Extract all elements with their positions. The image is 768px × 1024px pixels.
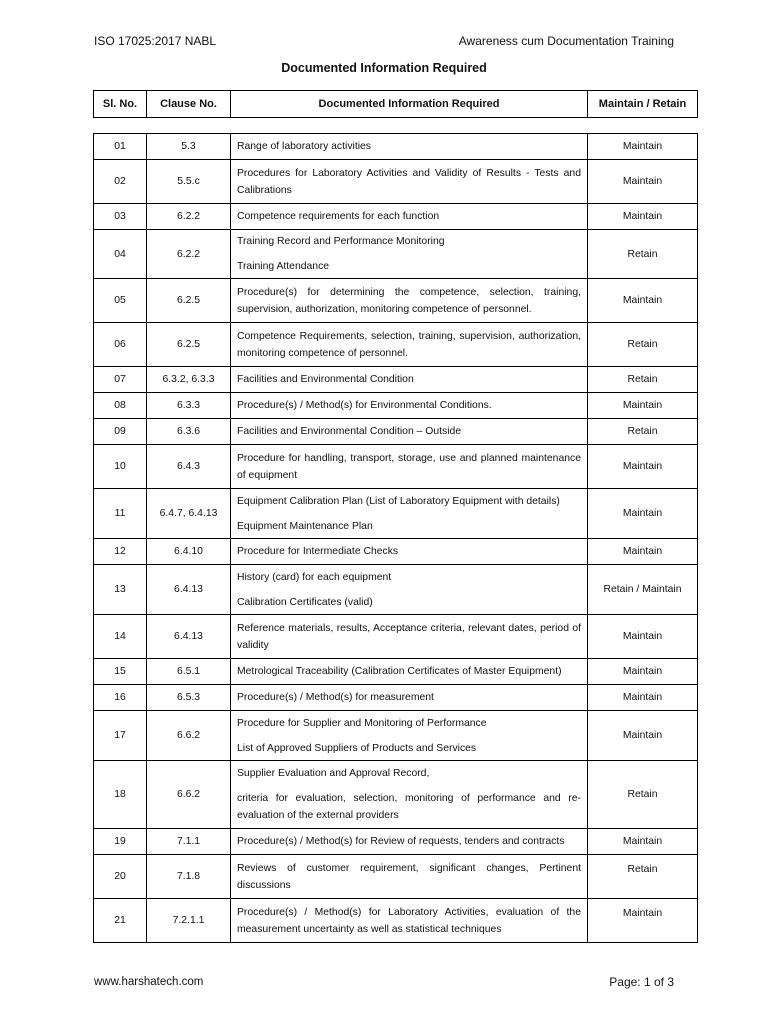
cell-clause-no: 6.6.2 bbox=[147, 711, 231, 761]
cell-maintain-retain: Maintain bbox=[588, 393, 698, 419]
cell-clause-no: 6.2.5 bbox=[147, 323, 231, 367]
cell-clause-no: 6.2.2 bbox=[147, 230, 231, 279]
cell-maintain-retain: Retain bbox=[588, 367, 698, 393]
document-line: Equipment Calibration Plan (List of Laboratory Equipment with details) bbox=[237, 495, 560, 507]
table-row bbox=[94, 393, 698, 419]
cell-documented-information bbox=[231, 711, 588, 761]
cell-clause-no: 6.4.3 bbox=[147, 445, 231, 489]
document-line: Procedure for Intermediate Checks bbox=[237, 546, 399, 557]
document-line: Competence requirements for each function bbox=[237, 211, 440, 222]
cell-documented-information bbox=[231, 685, 588, 711]
document-line: Procedure for handling, transport, storage, use and planned maintenance of equipment bbox=[237, 452, 581, 481]
cell-documented-information bbox=[231, 761, 588, 829]
table-row bbox=[94, 279, 698, 323]
cell-sl-no: 14 bbox=[94, 615, 147, 659]
cell-clause-no: 6.4.13 bbox=[147, 565, 231, 615]
table-row bbox=[94, 419, 698, 445]
document-line: Procedures for Laboratory Activities and Validity of Results - Tests and Calibrations bbox=[237, 167, 581, 196]
cell-maintain-retain: Maintain bbox=[588, 685, 698, 711]
cell-documented-information bbox=[231, 160, 588, 204]
cell-sl-no: 08 bbox=[94, 393, 147, 419]
table-row bbox=[94, 489, 698, 539]
table-row bbox=[94, 160, 698, 204]
cell-documented-information bbox=[231, 829, 588, 855]
table-row bbox=[94, 615, 698, 659]
cell-sl-no: 17 bbox=[94, 711, 147, 761]
table-row bbox=[94, 230, 698, 279]
table-row bbox=[94, 134, 698, 160]
document-line: Procedure(s) / Method(s) for Review of requests, tenders and contracts bbox=[237, 836, 565, 847]
cell-clause-no: 6.2.5 bbox=[147, 279, 231, 323]
document-line: Calibration Certificates (valid) bbox=[237, 596, 373, 608]
footer-website: www.harshatech.com bbox=[94, 976, 204, 988]
document-line: Facilities and Environmental Condition – Outside bbox=[237, 426, 462, 437]
cell-sl-no: 19 bbox=[94, 829, 147, 855]
cell-maintain-retain: Retain / Maintain bbox=[588, 565, 698, 615]
cell-maintain-retain: Maintain bbox=[588, 829, 698, 855]
column-header-clause-no: Clause No. bbox=[147, 91, 231, 118]
cell-maintain-retain: Retain bbox=[588, 855, 698, 899]
cell-clause-no: 6.4.7, 6.4.13 bbox=[147, 489, 231, 539]
cell-sl-no: 04 bbox=[94, 230, 147, 279]
document-line: Competence Requirements, selection, training, supervision, authorization, monitoring competence of personnel. bbox=[237, 330, 581, 359]
table-row bbox=[94, 367, 698, 393]
cell-clause-no: 6.6.2 bbox=[147, 761, 231, 829]
cell-sl-no: 02 bbox=[94, 160, 147, 204]
page-title: Documented Information Required bbox=[281, 61, 487, 75]
table-row bbox=[94, 659, 698, 685]
cell-documented-information bbox=[231, 134, 588, 160]
cell-maintain-retain: Maintain bbox=[588, 445, 698, 489]
cell-maintain-retain: Retain bbox=[588, 761, 698, 829]
cell-maintain-retain: Maintain bbox=[588, 489, 698, 539]
column-header-sl-no: Sl. No. bbox=[94, 91, 147, 118]
table-row bbox=[94, 855, 698, 899]
cell-documented-information bbox=[231, 393, 588, 419]
cell-documented-information bbox=[231, 489, 588, 539]
cell-sl-no: 18 bbox=[94, 761, 147, 829]
header-standard: ISO 17025:2017 NABL bbox=[94, 34, 217, 48]
cell-maintain-retain: Maintain bbox=[588, 711, 698, 761]
header-course-title: Awareness cum Documentation Training bbox=[458, 34, 674, 48]
cell-clause-no: 6.2.2 bbox=[147, 204, 231, 230]
cell-documented-information bbox=[231, 279, 588, 323]
cell-sl-no: 10 bbox=[94, 445, 147, 489]
table-row bbox=[94, 899, 698, 943]
document-line: Procedure for Supplier and Monitoring of Performance bbox=[237, 717, 487, 729]
cell-maintain-retain: Retain bbox=[588, 230, 698, 279]
cell-clause-no: 7.2.1.1 bbox=[147, 899, 231, 943]
table-row bbox=[94, 204, 698, 230]
cell-sl-no: 05 bbox=[94, 279, 147, 323]
cell-clause-no: 6.3.3 bbox=[147, 393, 231, 419]
document-line: Supplier Evaluation and Approval Record, bbox=[237, 768, 430, 779]
document-line: Facilities and Environmental Condition bbox=[237, 374, 414, 385]
cell-documented-information bbox=[231, 565, 588, 615]
cell-sl-no: 11 bbox=[94, 489, 147, 539]
cell-sl-no: 15 bbox=[94, 659, 147, 685]
cell-maintain-retain: Maintain bbox=[588, 539, 698, 565]
documents-table bbox=[93, 133, 698, 943]
document-line: Reference materials, results, Acceptance criteria, relevant dates, period of validity bbox=[237, 622, 581, 651]
document-line: History (card) for each equipment bbox=[237, 571, 392, 583]
document-line: Range of laboratory activities bbox=[237, 141, 371, 152]
cell-maintain-retain: Maintain bbox=[588, 160, 698, 204]
cell-sl-no: 21 bbox=[94, 899, 147, 943]
document-line: Procedure(s) / Method(s) for Environmental Conditions. bbox=[237, 400, 492, 411]
table-row bbox=[94, 445, 698, 489]
cell-documented-information bbox=[231, 419, 588, 445]
cell-clause-no: 6.3.2, 6.3.3 bbox=[147, 367, 231, 393]
cell-documented-information bbox=[231, 615, 588, 659]
cell-clause-no: 5.5.c bbox=[147, 160, 231, 204]
table-header bbox=[93, 90, 698, 118]
cell-sl-no: 03 bbox=[94, 204, 147, 230]
document-line: Procedure(s) / Method(s) for Laboratory Activities, evaluation of the measurement uncertainty as well as statistical techniques bbox=[237, 906, 581, 935]
cell-sl-no: 13 bbox=[94, 565, 147, 615]
document-line: Procedure(s) / Method(s) for measurement bbox=[237, 692, 434, 703]
cell-maintain-retain: Maintain bbox=[588, 659, 698, 685]
cell-sl-no: 07 bbox=[94, 367, 147, 393]
cell-clause-no: 6.5.3 bbox=[147, 685, 231, 711]
document-line: Reviews of customer requirement, significant changes, Pertinent discussions bbox=[237, 862, 581, 891]
document-line: List of Approved Suppliers of Products and Services bbox=[237, 742, 477, 754]
cell-documented-information bbox=[231, 899, 588, 943]
column-header-documented-information: Documented Information Required bbox=[231, 91, 588, 118]
cell-clause-no: 6.5.1 bbox=[147, 659, 231, 685]
table-row bbox=[94, 761, 698, 829]
table-body bbox=[94, 134, 698, 943]
document-line: Equipment Maintenance Plan bbox=[237, 520, 373, 532]
footer-page-number: Page: 1 of 3 bbox=[609, 975, 674, 989]
cell-sl-no: 16 bbox=[94, 685, 147, 711]
cell-maintain-retain: Maintain bbox=[588, 279, 698, 323]
cell-documented-information bbox=[231, 230, 588, 279]
cell-maintain-retain: Maintain bbox=[588, 899, 698, 943]
cell-sl-no: 12 bbox=[94, 539, 147, 565]
cell-clause-no: 6.3.6 bbox=[147, 419, 231, 445]
cell-documented-information bbox=[231, 323, 588, 367]
cell-maintain-retain: Retain bbox=[588, 323, 698, 367]
table-row bbox=[94, 323, 698, 367]
cell-sl-no: 20 bbox=[94, 855, 147, 899]
cell-clause-no: 7.1.1 bbox=[147, 829, 231, 855]
cell-clause-no: 6.4.10 bbox=[147, 539, 231, 565]
cell-clause-no: 6.4.13 bbox=[147, 615, 231, 659]
document-line: Procedure(s) for determining the competence, selection, training, supervision, authorization, monitoring competence of personnel. bbox=[237, 286, 581, 315]
document-line: Training Record and Performance Monitoring bbox=[237, 236, 445, 247]
cell-maintain-retain: Maintain bbox=[588, 615, 698, 659]
cell-maintain-retain: Retain bbox=[588, 419, 698, 445]
table-row bbox=[94, 565, 698, 615]
cell-maintain-retain: Maintain bbox=[588, 204, 698, 230]
cell-clause-no: 7.1.8 bbox=[147, 855, 231, 899]
document-line: Metrological Traceability (Calibration Certificates of Master Equipment) bbox=[237, 666, 562, 677]
cell-documented-information bbox=[231, 659, 588, 685]
cell-documented-information bbox=[231, 445, 588, 489]
cell-sl-no: 06 bbox=[94, 323, 147, 367]
cell-maintain-retain: Maintain bbox=[588, 134, 698, 160]
cell-documented-information bbox=[231, 204, 588, 230]
cell-documented-information bbox=[231, 367, 588, 393]
table-row bbox=[94, 829, 698, 855]
document-line: Training Attendance bbox=[237, 261, 330, 272]
cell-sl-no: 09 bbox=[94, 419, 147, 445]
column-header-maintain-retain: Maintain / Retain bbox=[588, 91, 698, 118]
table-row bbox=[94, 685, 698, 711]
cell-documented-information bbox=[231, 539, 588, 565]
table-row bbox=[94, 539, 698, 565]
table-row bbox=[94, 711, 698, 761]
document-line: criteria for evaluation, selection, monitoring of performance and re-evaluation of the external providers bbox=[237, 793, 581, 821]
cell-documented-information bbox=[231, 855, 588, 899]
cell-sl-no: 01 bbox=[94, 134, 147, 160]
cell-clause-no: 5.3 bbox=[147, 134, 231, 160]
